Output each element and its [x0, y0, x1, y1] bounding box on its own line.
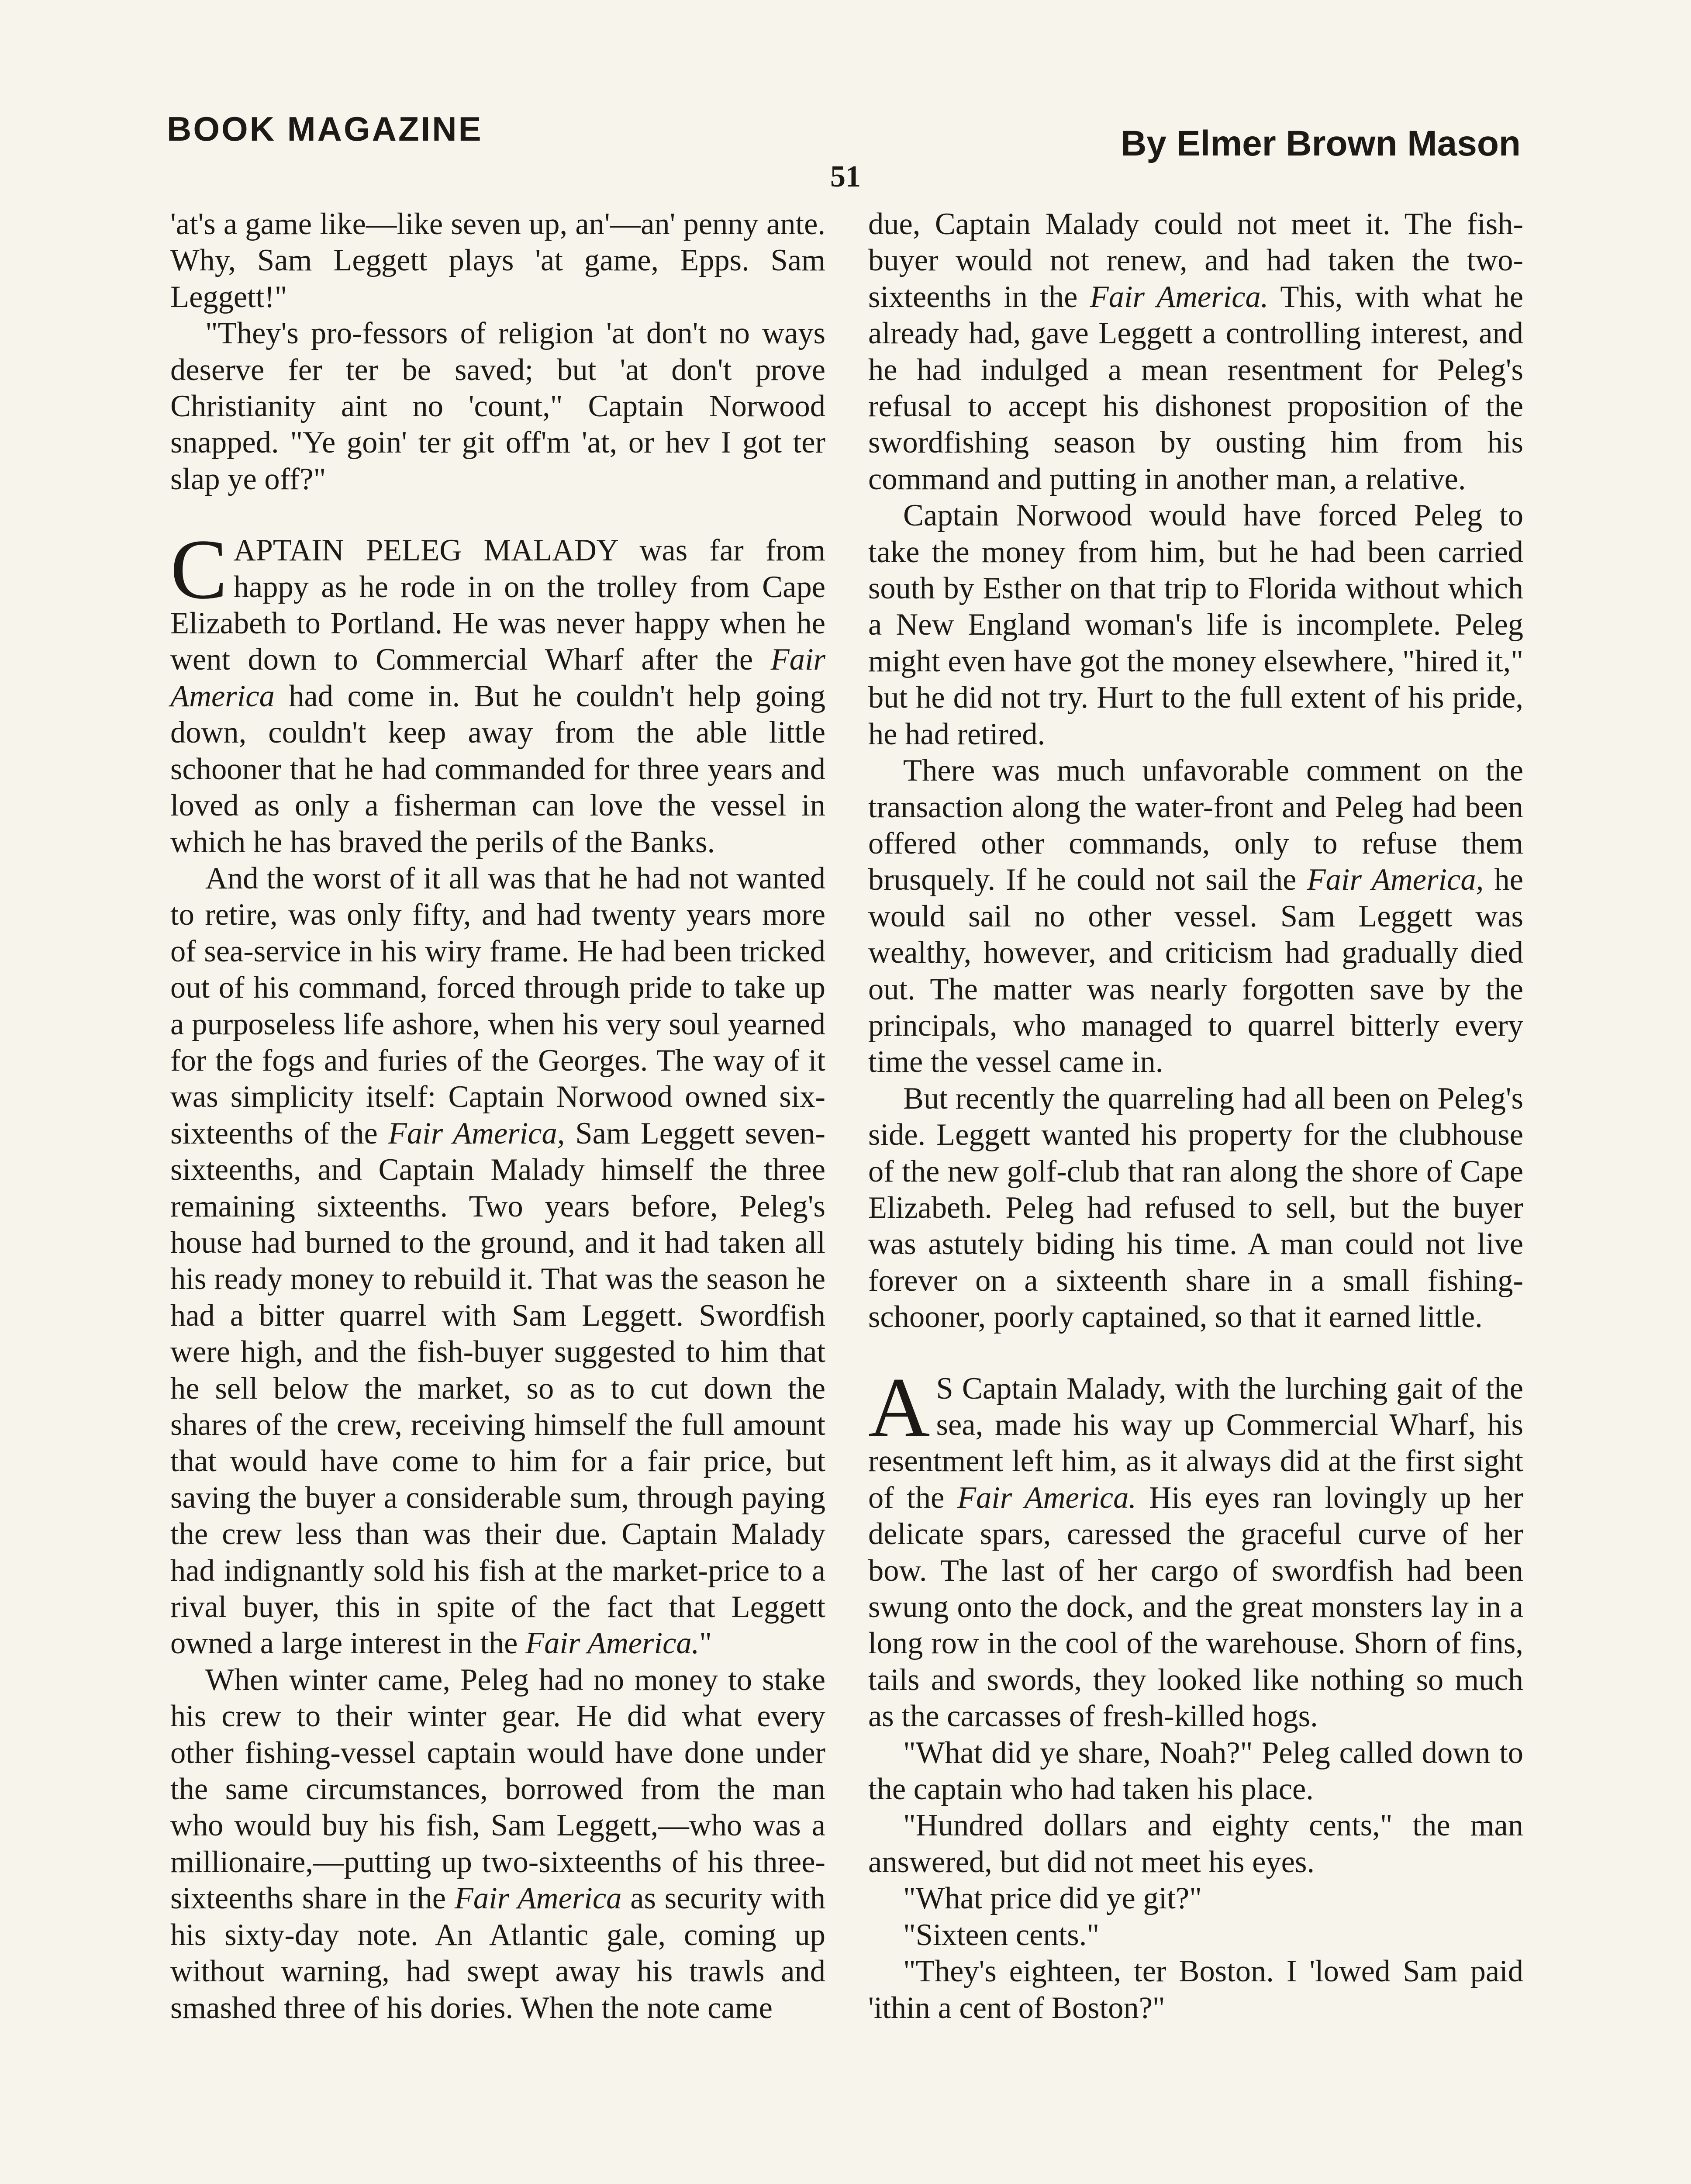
author-byline: By Elmer Brown Mason [1121, 124, 1521, 163]
paragraph: 'at's a game like—like seven up, an'—an' penny ante. Why, Sam Leggett plays 'at game, Epps. Sam Leggett!" [170, 207, 825, 314]
paragraph: But recently the quarreling had all been on Peleg's side. Leggett wanted his property for the clubhouse of the new golf-club that ran along the shore of Cape Elizabeth. Peleg had refused to sell, but the buyer was astutely biding his time. A man could not live forever on a sixteenth share in a small fishing-schooner, poorly captained, so that it earned little. [868, 1081, 1523, 1334]
paragraph: "What price did ye git?" [903, 1881, 1202, 1916]
paragraph: And the worst of it all was that he had not wanted to retire, was only fifty, and had twenty years more of sea-service in his wiry frame. He had been tricked out of his command, forced through pride to take up a purposeless life ashore, when his very soul yearned for the fogs and furies of the Georges. The way of it was simplicity itself: Captain Norwood owned six-sixteenths of the Fair America, Sam Leggett seven-sixteenths, and Captain Malady himself the three remaining sixteenths. Two years before, Peleg's house had burned to the ground, and it had taken all his ready money to rebuild it. That was the season he had a bitter quarrel with Sam Leggett. Swordfish were high, and the fish-buyer suggested to him that he sell below the market, so as to cut down the shares of the crew, receiving himself the full amount that would have come to him for a fair price, but saving the buyer a considerable sum, through paying the crew less than was their due. Captain Malady had indignantly sold his fish at the market-price to a rival buyer, this in spite of the fact that Leggett owned a large interest in the Fair America." [170, 861, 826, 1661]
drop-cap: C [170, 522, 228, 617]
paragraph: due, Captain Malady could not meet it. The fish-buyer would not renew, and had taken the two-sixteenths in the Fair America. This, with what he already had, gave Leggett a controlling interest, and he had indulged a mean resentment for Peleg's refusal to accept his dishonest proposition of the swordfishing season by ousting him from his command and putting in another man, a relative. [868, 207, 1523, 496]
paragraph: When winter came, Peleg had no money to stake his crew to their winter gear. He did what every other fishing-vessel captain would have done under the same circumstances, borrowed from the man who would buy his fish, Sam Leggett,—who was a millionaire,—putting up two-sixteenths of his three-sixteenths share in the Fair America as security with his sixty-day note. An Atlantic gale, coming up without warning, had swept away his trawls and smashed three of his dories. When the note came [170, 1662, 825, 2025]
paragraph: "What did ye share, Noah?" Peleg called down to the captain who had taken his place. [868, 1735, 1523, 1807]
section-start-paragraph: A S Captain Malady, with the lurching gait of the sea, made his way up Commercial Wharf, his resentment left him, as it always did at the first sight of the Fair America. His eyes ran lovingly up her delicate spars, caressed the graceful curve of her bow. The last of her cargo of swordfish had been swung onto the dock, and the great monsters lay in a long row in the cool of the warehouse. Shorn of fins, tails and swords, they looked like nothing so much as the carcasses of fresh-killed hogs. [868, 1360, 1523, 1734]
drop-cap: A [868, 1360, 930, 1455]
right-column [868, 206, 1523, 2026]
paragraph: "They's pro-fessors of religion 'at don't no ways deserve fer ter be saved; but 'at don't prove Christianity aint no 'count," Captain Norwood snapped. "Ye goin' ter git off'm 'at, or hev I got ter slap ye off?" [170, 316, 825, 496]
left-column [170, 206, 825, 2026]
paragraph: Captain Norwood would have forced Peleg to take the money from him, but he had been carried south by Esther on that trip to Florida without which a New England woman's life is incomplete. Peleg might even have got the money elsewhere, "hired it," but he did not try. Hurt to the full extent of his pride, he had retired. [868, 498, 1523, 751]
page-number: 51 [830, 160, 861, 194]
magazine-title: BOOK MAGAZINE [167, 110, 483, 148]
section-start-paragraph: CAPTAIN PELEG MALADY was far from happy as he rode in on the trolley from Cape Elizabeth to Portland. He was never happy when he went down to Commercial Wharf after the Fair America had come in. But he couldn't help going down, couldn't keep away from the able little schooner that he had commanded for three years and loved as only a fisherman can love the vessel in which he has braved the perils of the Banks. [170, 522, 825, 859]
paragraph: "Sixteen cents." [903, 1918, 1100, 1952]
paragraph: "They's eighteen, ter Boston. I 'lowed Sam paid 'ithin a cent of Boston?" [868, 1954, 1523, 2025]
paragraph: "Hundred dollars and eighty cents," the man answered, but did not meet his eyes. [868, 1808, 1523, 1879]
paragraph: There was much unfavorable comment on the transaction along the water-front and Peleg had been offered other commands, only to refuse them brusquely. If he could not sail the Fair America, he would sail no other vessel. Sam Leggett was wealthy, however, and criticism had gradually died out. The matter was nearly forgotten save by the principals, who managed to quarrel bitterly every time the vessel came in. [868, 753, 1523, 1079]
